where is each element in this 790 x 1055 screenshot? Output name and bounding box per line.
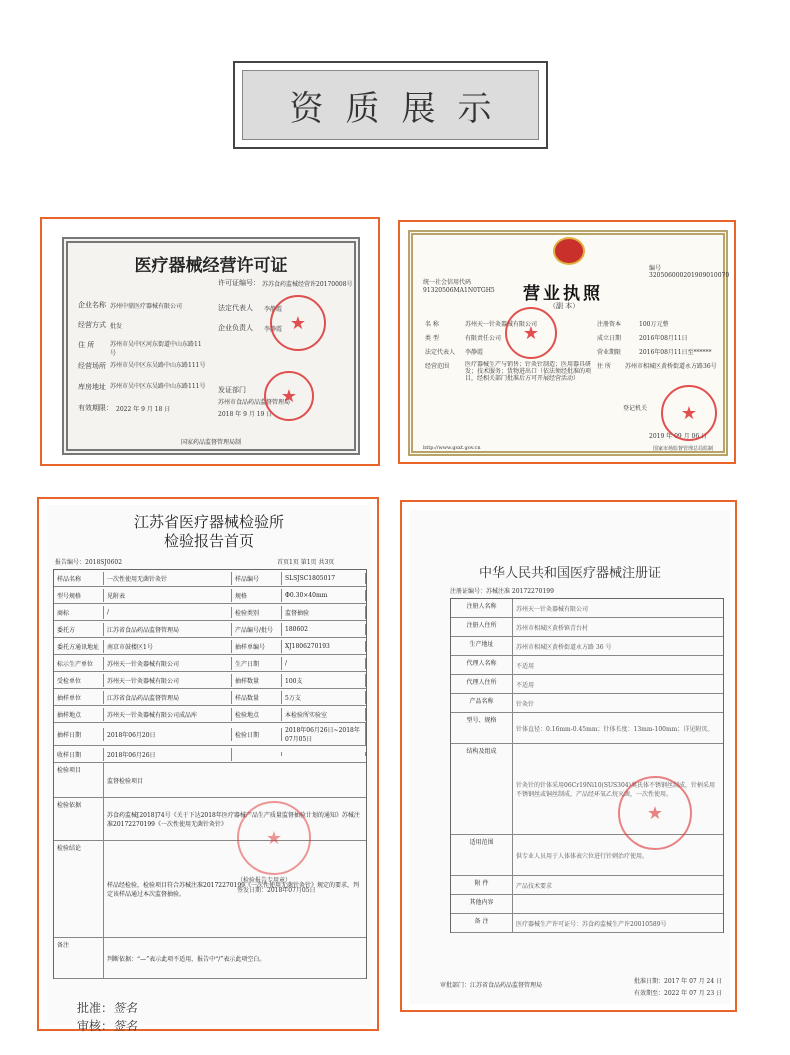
cert1-mode: 批发 xyxy=(110,323,123,330)
cert4-table-label: 结构及组成 xyxy=(451,744,513,834)
cert1-red-seal: ★ xyxy=(270,295,326,351)
cert4-table-row xyxy=(451,637,723,656)
cert3-image xyxy=(47,505,371,1033)
cert3-table-row xyxy=(54,672,366,689)
cert3-title-line2: 检验报告首页 xyxy=(163,532,254,550)
cert1-valid-label: 有效期限： xyxy=(78,404,113,412)
cert2-name-label: 名 称 xyxy=(425,321,439,328)
cert3-table-value: 监督检验项目 xyxy=(107,777,144,785)
cert3-table-cell: 见附表 xyxy=(104,589,232,602)
cert3-approver: 批准：签名 xyxy=(77,1001,138,1015)
cert3-table-cell: 委托方 xyxy=(54,623,104,636)
cert3-table-cell: 监督抽验 xyxy=(282,606,366,619)
cert3-table-cell: 100支 xyxy=(282,674,366,687)
cert3-table-value: 苏食药监械[2018]74号《关于下达2018年医疗器械产品生产质量监督抽验计划的通知》苏械注准20172270199《一次性使用无菌针灸针》 xyxy=(107,812,360,828)
cert3-table-cell: 180602 xyxy=(282,624,366,635)
cert3-table-row xyxy=(54,763,366,798)
cert3-table-cell: 规格 xyxy=(232,589,282,602)
cert3-table-cell: / xyxy=(282,658,366,669)
cert1-address: 苏州市吴中区河东街道中山东路11号 xyxy=(110,341,202,357)
cert3-table-cell: 一次性使用无菌针灸针 xyxy=(104,572,232,585)
cert2-credit-code-label: 统一社会信用代码 xyxy=(423,279,472,286)
cert1-head-label: 企业负责人 xyxy=(218,324,253,332)
cert3-table-cell: 2018年06月20日 xyxy=(104,728,232,741)
cert4-approve-date: 批准日期：2017 年 07 月 24 日 xyxy=(634,978,723,985)
cert3-table-cell: 抽样单位 xyxy=(54,691,104,704)
cert1-address-label: 住 所 xyxy=(78,341,95,349)
cert4-table xyxy=(450,598,724,933)
cert2-credit-code: 91320506MA1N0TGH5 xyxy=(423,287,495,294)
cert4-table-label: 代理人住所 xyxy=(451,675,513,693)
cert4-table-value: 针体直径：0.16mm-0.45mm；针体长度：13mm-100mm；详见附页。 xyxy=(516,725,714,733)
cert2-type-label: 类 型 xyxy=(425,335,439,342)
cert4-table-row xyxy=(451,599,723,618)
cert3-table-row xyxy=(54,706,366,723)
cert4-table-value: 苏州市相城区黄桥街道永方路 36 号 xyxy=(516,643,612,651)
cert3-table-cell: 2018年06月26日~2018年07月05日 xyxy=(282,723,366,745)
cert3-table-cell: 检验日期 xyxy=(232,728,282,741)
cert-card-inspection-report[interactable] xyxy=(37,497,379,1031)
cert2-est-label: 成立日期 xyxy=(597,335,622,342)
cert-card-registration[interactable] xyxy=(400,500,737,1012)
cert1-issue-date: 2018 年 9 月 19 日 xyxy=(218,411,273,418)
cert4-table-row xyxy=(451,618,723,637)
cert4-table-row xyxy=(451,914,723,933)
cert-card-business-registration[interactable] xyxy=(398,220,736,464)
cert3-table-cell: 标示生产单位 xyxy=(54,657,104,670)
cert2-title: 营业执照 xyxy=(523,284,603,304)
cert3-table-cell: 产品编号/批号 xyxy=(232,623,282,636)
cert4-table-label: 型号、规格 xyxy=(451,713,513,743)
cert3-table-cell: 委托方通讯地址 xyxy=(54,640,104,653)
cert3-table-row xyxy=(54,570,366,587)
cert3-table-cell: 江苏省食品药品监督管理局 xyxy=(104,691,232,704)
cert3-stamp-date: 签发日期：2018年07月05日 xyxy=(237,887,316,894)
cert4-valid-date: 有效期至：2022 年 07 月 23 日 xyxy=(634,990,723,997)
cert4-table-label: 备 注 xyxy=(451,914,513,932)
cert1-license-no-label: 许可证编号： xyxy=(218,279,260,287)
cert3-table-row xyxy=(54,655,366,672)
cert3-table-cell: 5万支 xyxy=(282,691,366,704)
cert2-name: 苏州天一针灸器械有限公司 xyxy=(465,321,538,328)
cert2-reg-date: 2019 年 09 月 06 日 xyxy=(649,433,708,440)
cert1-title: 医疗器械经营许可证 xyxy=(134,256,288,276)
cert4-table-label: 其他内容 xyxy=(451,895,513,913)
cert2-est: 2016年08月11日 xyxy=(639,335,688,342)
cert2-capital-label: 注册资本 xyxy=(597,321,622,328)
cert3-table-cell xyxy=(282,752,366,756)
cert2-serial: 编号 320506000201909010070 xyxy=(649,265,730,279)
cert3-table xyxy=(53,569,367,979)
cert3-table-cell: 抽样日期 xyxy=(54,728,104,741)
cert1-company: 苏州中鼎医疗器械有限公司 xyxy=(110,303,183,310)
cert3-table-row xyxy=(54,689,366,706)
cert2-red-seal-2: ★ xyxy=(661,385,717,441)
cert3-table-cell: 生产日期 xyxy=(232,657,282,670)
cert3-table-row xyxy=(54,798,366,841)
cert4-table-label: 附 件 xyxy=(451,876,513,894)
cert3-table-cell: 2018年06月26日 xyxy=(104,748,232,761)
cert4-table-value: 针灸针 xyxy=(516,700,535,708)
national-emblem-icon xyxy=(553,237,585,265)
cert1-footer: 国家药品监督管理局制 xyxy=(180,439,241,446)
cert3-stamp-text: （检验报告专用章） xyxy=(237,877,292,884)
cert3-table-row xyxy=(54,638,366,655)
cert1-valid-to: 2022 年 9 月 18 日 xyxy=(116,406,171,413)
cert3-table-label: 检验结论 xyxy=(54,841,104,937)
cert3-table-cell xyxy=(232,752,282,756)
cert2-addr-label: 住 所 xyxy=(597,363,611,370)
cert1-image xyxy=(62,237,360,455)
cert3-table-cell: 苏州天一针灸器械有限公司成品库 xyxy=(104,708,232,721)
cert4-red-seal: ★ xyxy=(618,776,692,850)
header-title-frame xyxy=(233,61,548,149)
cert1-place: 苏州市吴中区东吴路中山东路111号 xyxy=(110,362,206,369)
cert3-table-cell: 南京市鼓楼区1号 xyxy=(104,640,232,653)
cert2-red-seal: ★ xyxy=(505,307,557,359)
cert2-scope: 医疗器械生产与销售；针灸针制造；医用器具研发；技术服务；货物进出口（依法须经批准的项目，经相关部门批准后方可开展经营活动） xyxy=(465,361,591,382)
cert4-table-label: 生产地址 xyxy=(451,637,513,655)
cert4-table-row xyxy=(451,713,723,744)
cert3-table-cell: 本检验所实验室 xyxy=(282,708,366,721)
cert4-table-label: 注册人住所 xyxy=(451,618,513,636)
cert1-legal: 李静霞 xyxy=(264,306,283,313)
cert3-table-row xyxy=(54,621,366,638)
cert3-table-row xyxy=(54,841,366,938)
cert2-term-label: 营业期限 xyxy=(597,349,622,356)
cert3-table-cell: / xyxy=(104,607,232,618)
cert4-table-value: 供专业人员用于人体体表穴位进行针刺治疗使用。 xyxy=(516,852,649,860)
cert4-table-row xyxy=(451,656,723,675)
cert3-table-value: 样品经检验，检验项目符合苏械注准20172270199《一次性使用无菌针灸针》规定的要求，判定该样品通过本次监督抽验。 xyxy=(107,882,359,898)
cert3-table-cell: 商标 xyxy=(54,606,104,619)
cert1-red-seal-2: ★ xyxy=(264,371,314,421)
cert3-table-cell: 受检单位 xyxy=(54,674,104,687)
cert4-table-row xyxy=(451,694,723,713)
cert1-warehouse-label: 库房地址 xyxy=(78,383,106,391)
cert3-table-label: 备注 xyxy=(54,938,104,978)
cert4-reg-no-line: 注册证编号：苏械注准 20172270199 xyxy=(450,588,554,595)
cert4-table-value: 苏州天一针灸器械有限公司 xyxy=(516,605,589,613)
cert4-table-label: 代理人名称 xyxy=(451,656,513,674)
cert2-addr: 苏州市相城区黄桥街道永方路36号 xyxy=(625,363,717,370)
cert4-table-row xyxy=(451,895,723,914)
cert1-warehouse: 苏州市吴中区东吴路中山东路111号 xyxy=(110,383,206,390)
cert4-table-value: 不适用 xyxy=(516,662,535,670)
cert2-subtitle: （副 本） xyxy=(549,302,580,310)
cert4-table-value: 针灸针的针体采用06Cr19Ni10(SUS304)奥氏体不锈钢丝制成，针柄采用不锈钢丝或铜丝制成，产品经环氧乙烷灭菌，一次性使用。 xyxy=(516,782,715,798)
cert3-red-seal: ★ xyxy=(237,801,311,875)
cert4-table-label: 注册人名称 xyxy=(451,599,513,617)
cert4-table-value: 苏州市相城区黄桥镇青台村 xyxy=(516,624,589,632)
cert2-capital: 100万元整 xyxy=(639,321,669,328)
cert2-rep: 李静霞 xyxy=(465,349,484,356)
cert3-table-cell: XJ1806270193 xyxy=(282,641,366,652)
cert3-table-cell: 样品数量 xyxy=(232,691,282,704)
cert4-authority-line: 审批部门：江苏省食品药品监督管理局 xyxy=(440,982,543,989)
cert3-table-row xyxy=(54,746,366,763)
cert3-table-cell: Φ0.30×40mm xyxy=(282,590,366,601)
cert3-table-label: 检验项目 xyxy=(54,763,104,797)
cert1-authority: 苏州市食品药品监督管理局 xyxy=(218,399,291,406)
cert3-table-cell: SLSJSC1805017 xyxy=(282,573,366,584)
cert3-table-row xyxy=(54,587,366,604)
cert3-reviewer: 审核：签名 xyxy=(77,1019,138,1033)
cert3-table-cell: 样品名称 xyxy=(54,572,104,585)
cert3-table-cell: 型号规格 xyxy=(54,589,104,602)
cert4-table-row xyxy=(451,835,723,876)
cert4-image xyxy=(410,510,730,1004)
cert2-scope-label: 经营范围 xyxy=(425,363,450,370)
cert3-page-info: 首页1页 第1页 共3页 xyxy=(277,559,335,566)
cert3-table-cell: 苏州天一针灸器械有限公司 xyxy=(104,657,232,670)
cert1-company-label: 企业名称 xyxy=(78,301,106,309)
cert4-table-label: 适用范围 xyxy=(451,835,513,875)
cert1-authority-label: 发证部门 xyxy=(218,386,246,394)
page-title: 资质展示 xyxy=(242,70,539,140)
cert3-table-cell: 检验类别 xyxy=(232,606,282,619)
cert1-head: 李静霞 xyxy=(264,326,283,333)
cert3-table-cell: 江苏省食品药品监督管理局 xyxy=(104,623,232,636)
cert-card-business-license[interactable] xyxy=(40,217,380,466)
cert2-type: 有限责任公司 xyxy=(465,335,502,342)
cert4-table-label: 产品名称 xyxy=(451,694,513,712)
cert3-table-cell: 抽样地点 xyxy=(54,708,104,721)
cert4-table-row xyxy=(451,675,723,694)
cert2-term: 2016年08月11日至****** xyxy=(639,349,712,356)
cert3-table-cell: 苏州天一针灸器械有限公司 xyxy=(104,674,232,687)
cert1-legal-label: 法定代表人 xyxy=(218,304,253,312)
cert1-place-label: 经营场所 xyxy=(78,362,106,370)
cert2-footer-right: 国家市场监督管理总局监制 xyxy=(653,446,714,452)
cert2-rep-label: 法定代表人 xyxy=(425,349,456,356)
cert2-reg-label: 登记机关 xyxy=(623,405,648,412)
cert4-table-row xyxy=(451,876,723,895)
cert3-title-line1: 江苏省医疗器械检验所 xyxy=(133,513,284,531)
cert4-table-value: 产品技术要求 xyxy=(516,882,553,890)
cert2-image xyxy=(408,230,728,456)
cert4-table-value: 不适用 xyxy=(516,681,535,689)
cert3-table-value: 判断依据：“—”表示此项不适用，报告中“/”表示此项空白。 xyxy=(107,955,266,963)
cert3-table-row xyxy=(54,938,366,979)
cert3-table-cell: 抽样单编号 xyxy=(232,640,282,653)
cert2-footer-left: http://www.gsxt.gov.cn xyxy=(423,445,481,451)
cert4-table-value xyxy=(513,902,723,906)
cert4-title: 中华人民共和国医疗器械注册证 xyxy=(478,566,661,581)
cert3-table-cell: 抽样数量 xyxy=(232,674,282,687)
cert1-license-no: 苏苏食药监械经营许20170008号 xyxy=(262,281,353,288)
cert4-table-value: 医疗器械生产许可证号：苏食药监械生产许20010589号 xyxy=(516,920,667,928)
cert3-report-no: 报告编号：2018SJ0602 xyxy=(55,559,123,566)
cert1-mode-label: 经营方式 xyxy=(78,321,106,329)
cert3-table-cell: 收样日期 xyxy=(54,748,104,761)
cert3-table-label: 检验依据 xyxy=(54,798,104,840)
cert3-table-row xyxy=(54,604,366,621)
cert3-table-cell: 检验地点 xyxy=(232,708,282,721)
cert3-table-row xyxy=(54,723,366,746)
cert3-table-cell: 样品编号 xyxy=(232,572,282,585)
